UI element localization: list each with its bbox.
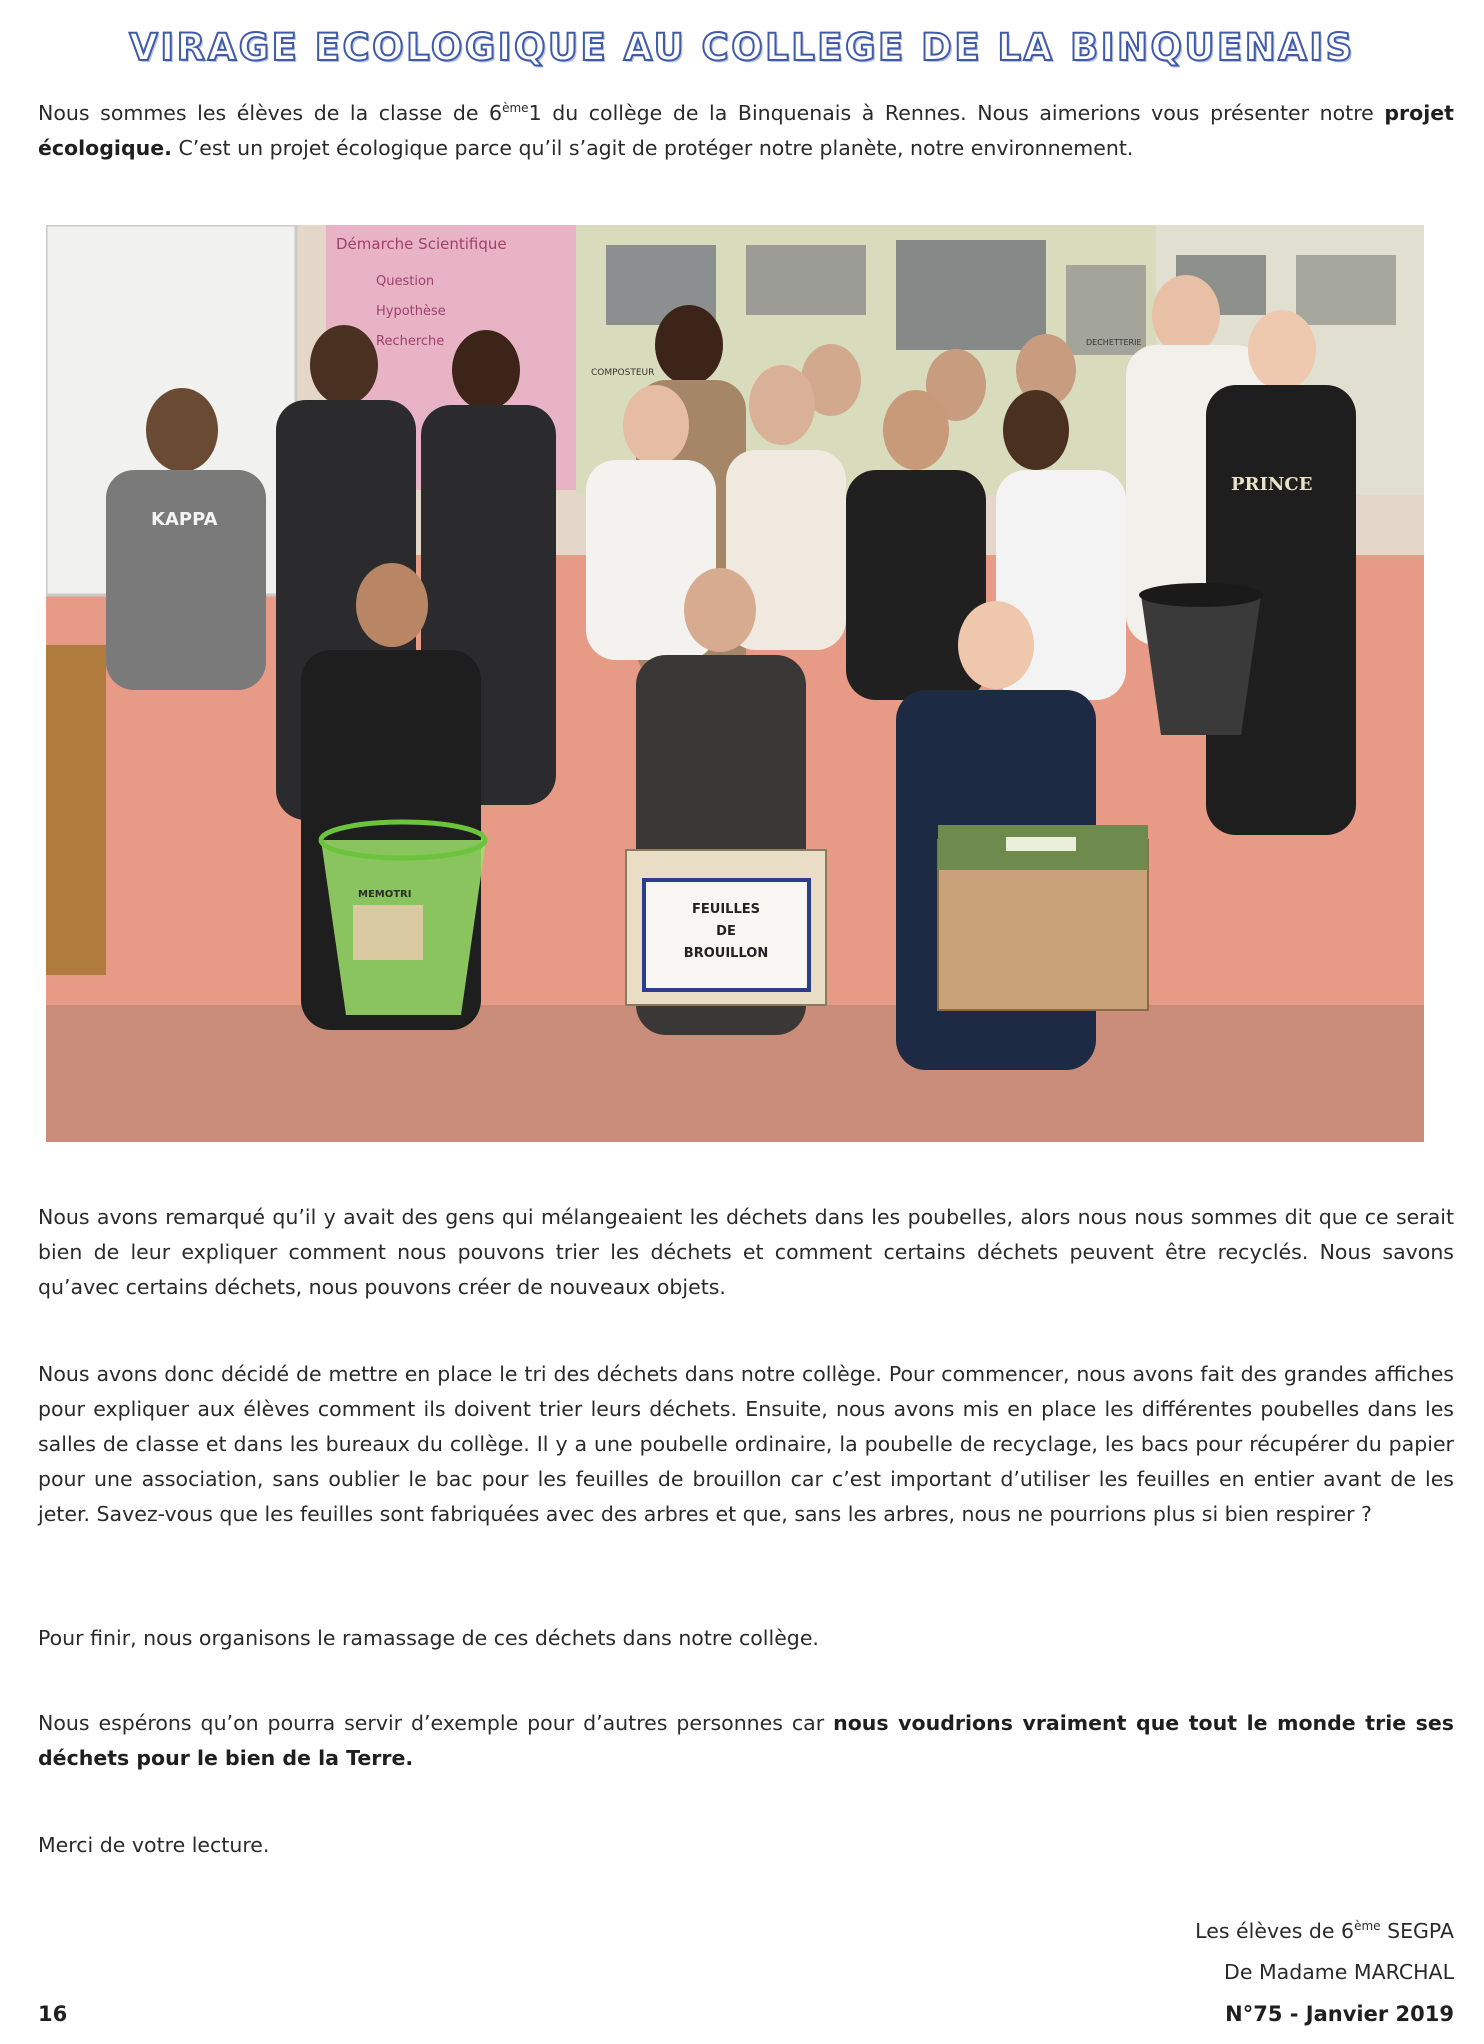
page-number: 16 [38, 2002, 68, 2026]
conclusion-bold: nous voudrions vraiment que tout le monde trie ses déchets pour le bien de la Terre. [38, 1711, 1454, 1770]
signature-text-1: Les élèves de 6 [1195, 1919, 1355, 1943]
signature-line-2: De Madame MARCHAL [1224, 1960, 1454, 1984]
issue-label: N°75 - Janvier 2019 [1225, 2002, 1454, 2026]
signature-superscript: ème [1354, 1919, 1381, 1934]
thanks-line: Merci de votre lecture. [38, 1833, 270, 1857]
signature-text-2: SEGPA [1380, 1919, 1454, 1943]
paragraph-1: Nous avons remarqué qu’il y avait des gens qui mélangeaient les déchets dans les poubelles, alors nous nous sommes dit que ce serait bien de leur expliquer comment nous pouvons trier les déchets et comment certains déchets peuvent être recyclés. Nous savons qu’avec certains déchets, nous pouvons créer de nouveaux objets. [38, 1205, 1454, 1299]
board-item-2: Hypothèse [376, 304, 446, 319]
class-photo [46, 225, 1424, 1142]
box-label-line2: DE [716, 924, 736, 939]
board-item-3: Recherche [376, 334, 445, 349]
poster-label-2: DECHETTERIE [1086, 338, 1142, 347]
paragraph-3: Pour finir, nous organisons le ramassage de ces déchets dans notre collège. [38, 1626, 819, 1650]
basket-label: MEMOTRI [358, 889, 412, 900]
sweater-logo: PRINCE [1231, 474, 1313, 495]
poster-label: COMPOSTEUR [591, 368, 655, 378]
board-item-1: Question [376, 274, 435, 289]
conclusion-text: Nous espérons qu’on pourra servir d’exemple pour d’autres personnes car [38, 1711, 834, 1735]
intro-text-1: Nous sommes les élèves de la classe de 6 [38, 101, 503, 125]
intro-paragraph [38, 96, 1454, 166]
box-label-line3: BROUILLON [683, 946, 769, 961]
article-title: VIRAGE ECOLOGIQUE AU COLLEGE DE LA BINQUENAIS [129, 26, 1355, 69]
shirt-logo: KAPPA [151, 509, 218, 530]
board-title: Démarche Scientifique [336, 235, 507, 253]
intro-bold: projet écologique. [38, 101, 1454, 160]
intro-text-2: 1 du collège de la Binquenais à Rennes. Nous aimerions vous présenter notre [528, 101, 1385, 125]
paragraph-2: Nous avons donc décidé de mettre en place le tri des déchets dans notre collège. Pour commencer, nous avons fait des grandes affiches pour expliquer aux élèves comment ils doivent trier leurs déchets. Ensuite, nous avons mis en place les différentes poubelles dans les salles de classe et dans les bureaux du collège. Il y a une poubelle ordinaire, la poubelle de recyclage, les bacs pour récupérer du papier pour une association, sans oublier le bac pour les feuilles de brouillon car c’est important d’utiliser les feuilles en entier avant de les jeter. Savez-vous que les feuilles sont fabriquées avec des arbres et que, sans les arbres, nous ne pourrions plus si bien respirer ? [38, 1362, 1454, 1526]
box-label-line1: FEUILLES [692, 902, 760, 917]
intro-text-3: C’est un projet écologique parce qu’il s’agit de protéger notre planète, notre environnement. [171, 136, 1134, 160]
class-photo-illustration [46, 225, 1424, 1142]
intro-superscript: ème [502, 101, 529, 116]
conclusion-paragraph [38, 1706, 1454, 1776]
signature-line-1 [1195, 1916, 1454, 1946]
